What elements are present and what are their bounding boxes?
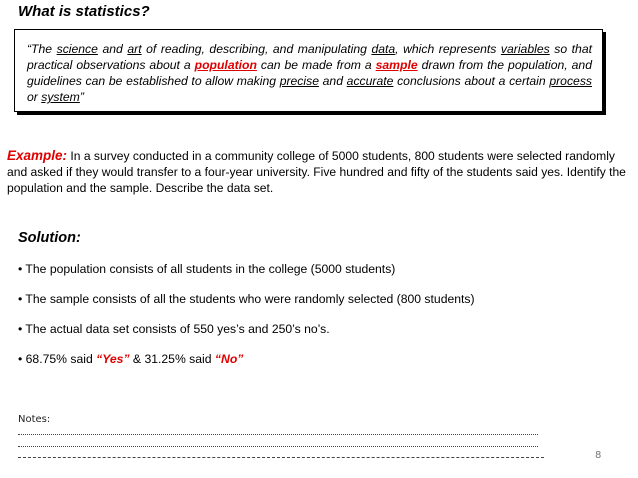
percent-text: & 31.25% said — [129, 352, 215, 366]
term-accurate: accurate — [346, 74, 394, 88]
definition-text: conclusions about a certain — [393, 74, 550, 88]
example-label: Example: — [7, 148, 68, 163]
notes-label: Notes: — [18, 414, 51, 425]
no-label: “No” — [214, 352, 244, 366]
term-population: population — [194, 58, 257, 72]
solution-title: Solution: — [18, 230, 81, 246]
definition-text: or — [27, 90, 42, 104]
definition-text: “The — [27, 42, 57, 56]
notes-line — [18, 446, 538, 447]
yes-label: “Yes” — [96, 352, 130, 366]
term-variables: variables — [500, 42, 550, 56]
example-paragraph — [7, 148, 633, 196]
term-process: process — [549, 74, 593, 88]
definition-text: and — [97, 42, 128, 56]
page-heading: What is statistics? — [18, 3, 150, 20]
definition-text: ” — [79, 90, 84, 104]
definition-box — [14, 29, 603, 112]
solution-bullet-sample: • The sample consists of all the students who were randomly selected (800 students) — [18, 292, 475, 306]
definition-text: and — [318, 74, 347, 88]
page-number: 8 — [595, 450, 602, 461]
term-data: data — [371, 42, 396, 56]
term-precise: precise — [279, 74, 319, 88]
notes-divider — [18, 457, 544, 458]
definition-text: so that practical observations about a — [27, 42, 592, 72]
term-art: art — [127, 42, 142, 56]
notes-line — [18, 434, 538, 435]
term-sample: sample — [375, 58, 418, 72]
term-science: science — [56, 42, 98, 56]
percent-text: • 68.75% said — [18, 352, 97, 366]
definition-text: drawn from the population, and guidelines can be established to allow making — [27, 58, 592, 88]
definition-text: of reading, describing, and manipulating — [141, 42, 372, 56]
example-text: In a survey conducted in a community college of 5000 students, 800 students were selected randomly and asked if they would transfer to a four-year university. Five hundred and fifty of the students said yes. Identify the population and the sample. Describe the data set. — [7, 149, 626, 195]
solution-bullet-percentages — [18, 351, 243, 367]
definition-text: , which represents — [395, 42, 501, 56]
solution-bullet-population: • The population consists of all students in the college (5000 students) — [18, 262, 396, 276]
solution-bullet-data-set: • The actual data set consists of 550 yes’s and 250’s no’s. — [18, 322, 330, 336]
term-system: system — [41, 90, 80, 104]
definition-text: can be made from a — [256, 58, 376, 72]
